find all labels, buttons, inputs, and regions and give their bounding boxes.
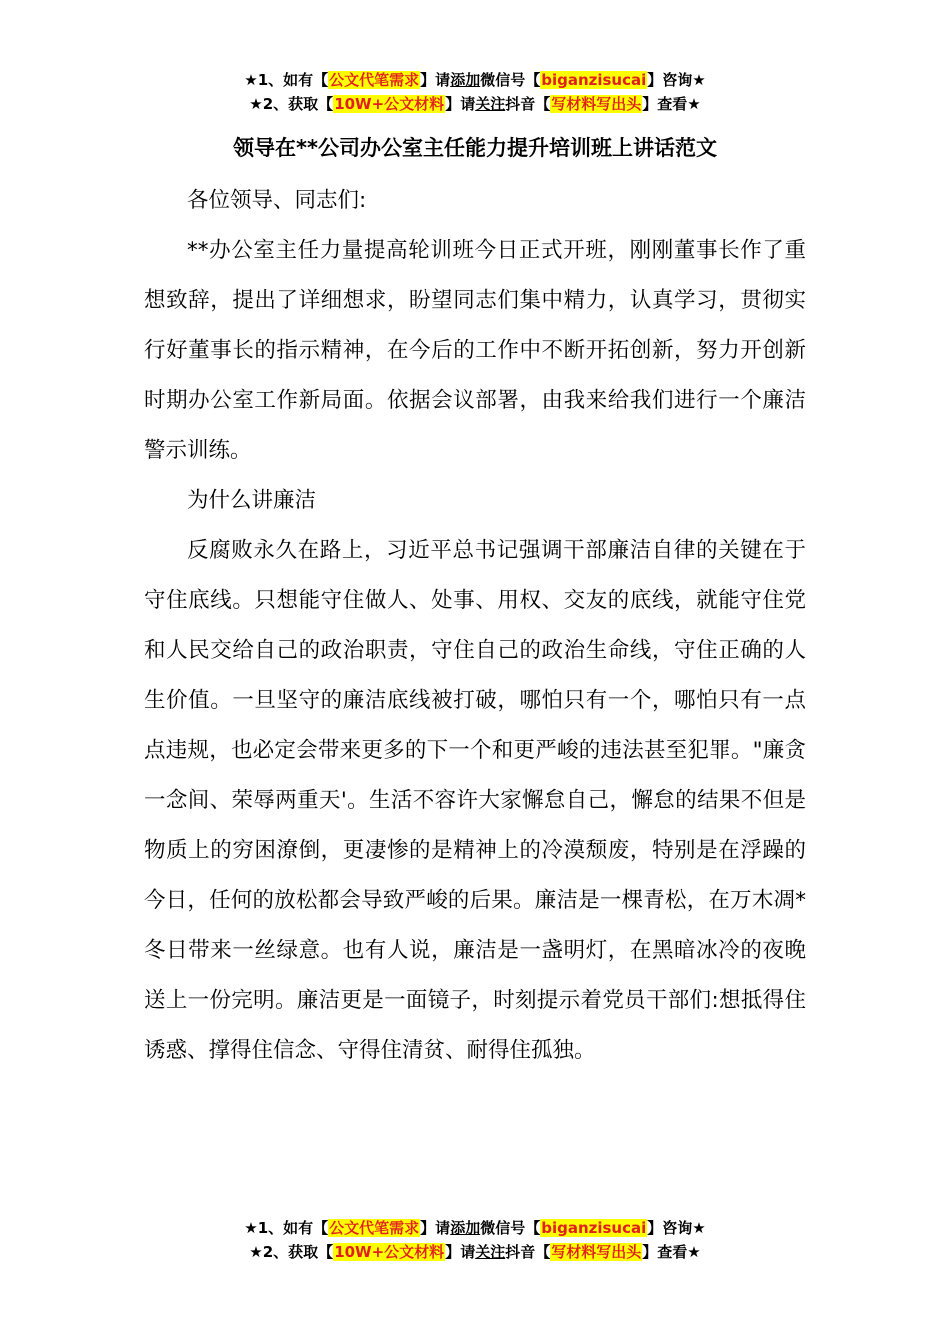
banner-text: 】请 (420, 1219, 451, 1237)
banner-text: ★2、获取【 (249, 1243, 334, 1261)
banner-emphasis: 关注 (475, 1243, 506, 1261)
document-title: 领导在**公司办公室主任能力提升培训班上讲话范文 (233, 136, 717, 160)
banner-highlight: biganzisucai (541, 1219, 647, 1237)
banner-text: ★1、如有【 (244, 71, 329, 89)
banner-highlight: 10W+公文材料 (334, 95, 445, 113)
banner-highlight: 写材料写出头 (551, 1243, 642, 1261)
banner-text: 】咨询★ (647, 71, 706, 89)
section-heading: 为什么讲廉洁 (187, 488, 317, 513)
banner-highlight: biganzisucai (541, 71, 647, 89)
banner-emphasis: 添加 (450, 1219, 481, 1237)
banner-highlight: 10W+公文材料 (334, 1243, 445, 1261)
banner-line-1 (0, 68, 950, 92)
banner-text: 】咨询★ (647, 1219, 706, 1237)
banner-line-1 (0, 1216, 950, 1240)
banner-highlight: 写材料写出头 (551, 95, 642, 113)
banner-text: 微信号【 (480, 71, 541, 89)
banner-text: 抖音【 (505, 95, 551, 113)
banner-text: 】查看★ (642, 1243, 701, 1261)
banner-text: 】请 (445, 1243, 476, 1261)
banner-text: ★2、获取【 (249, 95, 334, 113)
footer-banner (0, 1216, 950, 1264)
banner-line-2 (0, 92, 950, 116)
salutation: 各位领导、同志们: (187, 188, 367, 213)
body-paragraph: 反腐败永久在路上，习近平总书记强调干部廉洁自律的关键在于守住底线。只想能守住做人、处事、用权、交友的底线，就能守住党和人民交给自己的政治职责，守住自己的政治生命线，守住正确的人生价值。一旦坚守的廉洁底线被打破，哪怕只有一个，哪怕只有一点点违规，也必定会带来更多的下一个和更严峻的违法甚至犯罪。"廉贪一念间、荣辱两重天'。生活不容许大家懈怠自己，懈怠的结果不但是物质上的穷困潦倒，更凄惨的是精神上的冷漠颓废，特别是在浮躁的今日，任何的放松都会导致严峻的后果。廉洁是一棵青松，在万木凋*冬日带来一丝绿意。也有人说，廉洁是一盏明灯，在黑暗冰冷的夜晚送上一份完明。廉洁更是一面镜子，时刻提示着党员干部们:想抵得住诱惑、撑得住信念、守得住清贫、耐得住孤独。 (144, 538, 806, 1063)
banner-highlight: 公文代笔需求 (329, 71, 420, 89)
banner-text: 抖音【 (505, 1243, 551, 1261)
header-banner (0, 68, 950, 116)
banner-text: 】查看★ (642, 95, 701, 113)
banner-text: 微信号【 (480, 1219, 541, 1237)
banner-text: ★1、如有【 (244, 1219, 329, 1237)
banner-text: 】请 (445, 95, 476, 113)
banner-emphasis: 关注 (475, 95, 506, 113)
banner-text: 】请 (420, 71, 451, 89)
banner-line-2 (0, 1240, 950, 1264)
banner-emphasis: 添加 (450, 71, 481, 89)
document-body (144, 176, 806, 1076)
body-paragraph: **办公室主任力量提高轮训班今日正式开班，刚刚董事长作了重想致辞，提出了详细想求，盼望同志们集中精力，认真学习，贯彻实行好董事长的指示精神，在今后的工作中不断开拓创新，努力开创新时期办公室工作新局面。依据会议部署，由我来给我们进行一个廉洁警示训练。 (144, 238, 806, 463)
banner-highlight: 公文代笔需求 (329, 1219, 420, 1237)
